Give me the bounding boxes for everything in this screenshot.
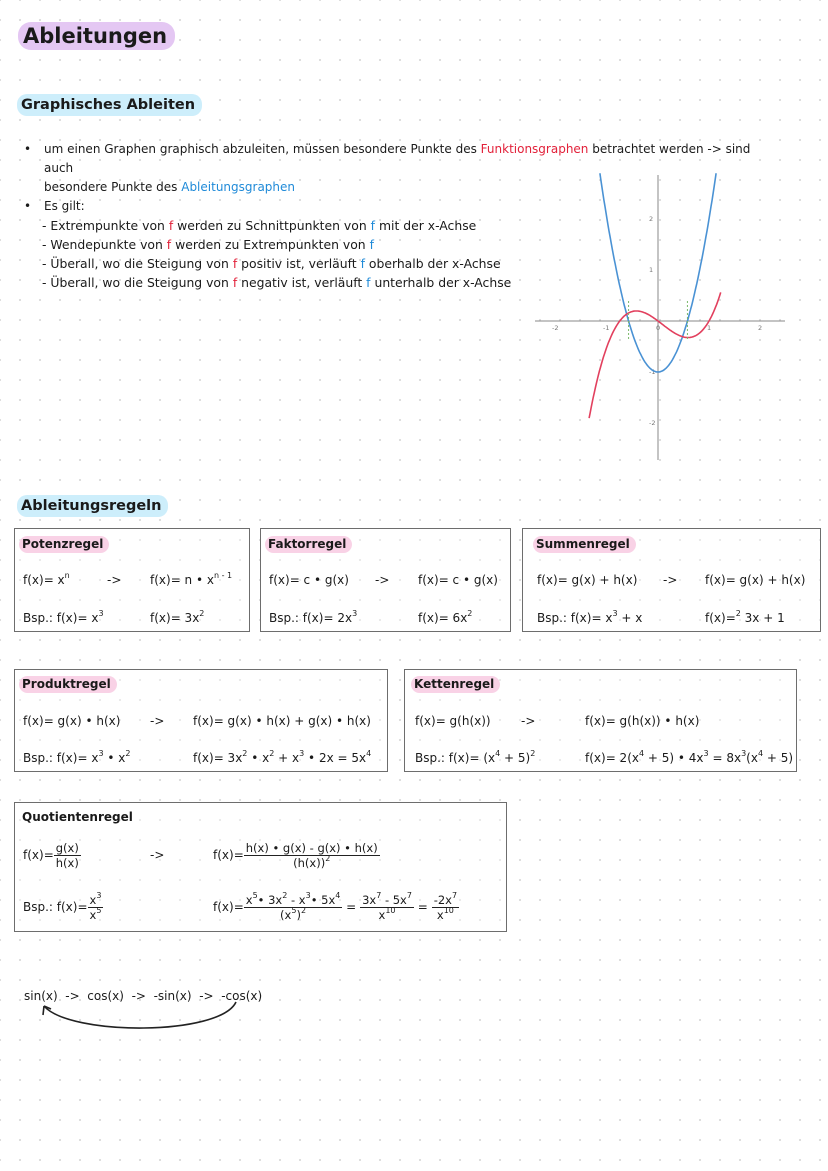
example-right: $f(x)= 3x^2$ [150, 609, 205, 625]
box-title: Produktregel [19, 676, 117, 693]
x-tick-label: 2 [758, 324, 763, 332]
example-right: $f(x)= 3x^2$ • $x^2 + x^3$ • $2x = 5x^4$ [193, 749, 372, 765]
example-right: $f(x)= 6x^2$ [418, 609, 473, 625]
trig-derivative-cycle: sin(x) -> cos(x) -> -sin(x) -> -cos(x) [24, 989, 263, 1003]
example-left: Bsp.: $f(x)= (x^4 + 5)^2$ [415, 749, 536, 765]
function-curve [589, 292, 721, 418]
produktregel-box [14, 669, 388, 772]
rule-left: f(x)= g(h(x)) [415, 714, 491, 728]
rule-left: f(x)= $\frac{g(x)}{h(x)}$ [23, 841, 79, 870]
quotientenregel-box [14, 802, 507, 932]
arrow: -> [375, 573, 390, 587]
highlight-funktionsgraphen: Funktionsgraphen [480, 142, 589, 156]
function-graph [530, 170, 790, 465]
arrow: -> [663, 573, 678, 587]
arrow: -> [150, 714, 165, 728]
example-left: Bsp.: $f(x)= x^3$ • $x^2$ [23, 749, 131, 765]
y-tick-label: -2 [649, 419, 656, 427]
arrow: -> [521, 714, 536, 728]
rule-left: f(x)= c • g(x) [269, 573, 349, 587]
rule-right: f(x)= n • $x^{n - 1}$ [150, 571, 233, 587]
rule-line: - Überall, wo die Steigung von f positiv ist, verläuft f oberhalb der x-Achse [42, 256, 501, 271]
box-title: Potenzregel [19, 536, 109, 553]
box-title: Quotientenregel [22, 810, 133, 824]
rule-right: f(x)= $\frac{h(x) • g(x) - g(x) • h(x)}{(h(x))^2}$ [213, 841, 378, 870]
bullet-dot-icon: • [24, 142, 32, 156]
example-right: f(x)= $\frac{x^5• 3x^2 - x^3• 5x^4}{(x^5)^2}$ = $\frac{3x^7 - 5x^7}{x^{10}}$ = $\frac{-2x^7}{x^{10}}$ [213, 891, 458, 922]
bullet-text: besondere Punkte des [44, 180, 182, 194]
y-tick-label: -1 [649, 368, 656, 376]
page-title: Ableitungen [18, 22, 175, 50]
section-heading-ableitungsregeln: Ableitungsregeln [17, 495, 168, 517]
rule-line: - Wendepunkte von f werden zu Extrempunkten von f [42, 237, 374, 252]
rule-right: f(x)= c • g(x) [418, 573, 498, 587]
x-tick-label: -1 [603, 324, 610, 332]
example-left: Bsp.: f(x)= $\frac{x^3}{x^5}$ [23, 891, 102, 922]
potenzregel-box [14, 528, 250, 632]
rule-left: f(x)= g(x) • h(x) [23, 714, 121, 728]
x-tick-label: -2 [552, 324, 559, 332]
x-tick-label: 1 [707, 324, 712, 332]
example-right: f(x)=$^2$ 3x + 1 [705, 609, 785, 625]
bullet-text: betrachtet werden -> sind auch [44, 142, 751, 175]
rule-left: $f(x)= x^n$ [23, 571, 70, 587]
arrow: -> [107, 573, 122, 587]
highlight-ableitungsgraphen: Ableitungsgraphen [181, 180, 296, 194]
x-tick-label: 0 [656, 324, 661, 332]
example-left: Bsp.: $f(x)= x^3$ [23, 609, 104, 625]
y-tick-label: 2 [649, 215, 654, 223]
rule-line: - Extrempunkte von f werden zu Schnittpunkten von f mit der x-Achse [42, 218, 477, 233]
example-left: Bsp.: $f(x)= x^3 + x$ [537, 609, 643, 625]
rule-line: - Überall, wo die Steigung von f negativ ist, verläuft f unterhalb der x-Achse [42, 275, 512, 290]
box-title: Kettenregel [411, 676, 500, 693]
arrow: -> [150, 848, 165, 862]
bullet-dot-icon: • [24, 199, 32, 213]
faktorregel-box [260, 528, 511, 632]
summenregel-box [522, 528, 821, 632]
bullet-text: Es gilt: [44, 199, 85, 213]
rule-left: f(x)= g(x) + h(x) [537, 573, 638, 587]
box-title: Summenregel [533, 536, 636, 553]
example-left: Bsp.: $f(x)= 2x^3$ [269, 609, 358, 625]
rule-right: f(x)= g(h(x)) • h(x) [585, 714, 700, 728]
example-right: $f(x)= 2(x^4 + 5)$ • $4x^3 = 8x^3(x^4 + 5)$ [585, 749, 794, 765]
box-title: Faktorregel [265, 536, 352, 553]
kettenregel-box [404, 669, 797, 772]
cycle-arrow-icon [30, 996, 250, 1036]
section-heading-graphisches-ableiten: Graphisches Ableiten [17, 94, 202, 116]
bullet-text: um einen Graphen graphisch abzuleiten, müssen besondere Punkte des [44, 142, 481, 156]
rule-right: f(x)= g(x) • h(x) + g(x) • h(x) [193, 714, 371, 728]
rule-right: f(x)= g(x) + h(x) [705, 573, 806, 587]
y-tick-label: 1 [649, 266, 654, 274]
